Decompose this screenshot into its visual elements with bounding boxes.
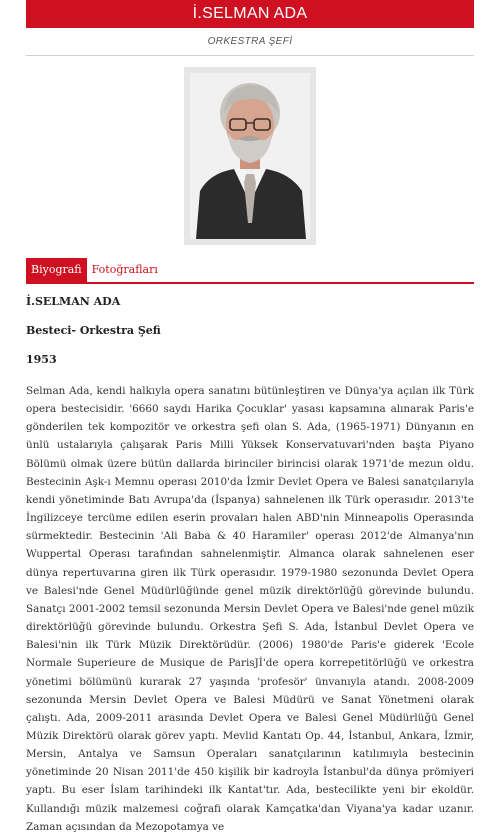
tab-biography[interactable]: Biyografi bbox=[26, 258, 87, 282]
tab-photos[interactable]: Fotoğrafları bbox=[91, 263, 158, 276]
tab-bar bbox=[26, 256, 474, 284]
bio-role: Besteci- Orkestra Şefi bbox=[26, 324, 161, 337]
title-banner bbox=[26, 0, 474, 28]
portrait-frame bbox=[184, 67, 316, 245]
biography-content bbox=[26, 295, 474, 836]
bio-name: İ.SELMAN ADA bbox=[26, 295, 121, 308]
portrait-photo bbox=[190, 73, 310, 239]
header-divider bbox=[26, 55, 474, 56]
page-subtitle: ORKESTRA ŞEFİ bbox=[207, 36, 293, 47]
page-title: İ.SELMAN ADA bbox=[192, 5, 308, 22]
bio-text: Selman Ada, kendi halkıyla opera sanatını bütünleştiren ve Dünya'ya açılan ilk Türk opera bestecisidir. '6660 saydı Harika Çocuklar' yasası kapsamına alınarak Paris'e gönderilen tek kompozitör ve orkestra şefi olan S. Ada, (1965-1971) Dünyanın en ünlü ustalarıyla çalışarak Paris Milli Yüksek Konservatuvari'nden başta Piyano Bölümü olmak üzere bütün dallarda birinciler birincisi olarak 1971'de mezun oldu. Bestecinin Aşk-ı Memnu operası 2010'da İzmir Devlet Opera ve Balesi sanatçılarıyla kendi yönetiminde Batı Avrupa'da (İspanya) sahnelenen ilk Türk operasıdır. 2013'te İngilizceye tercüme edilen eserin provaları halen ABD'nin Minneapolis Operasında sürmektedir. Bestecinin 'Ali Baba & 40 Haramiler' operası 2012'de Almanya'nın Wuppertal Operası tarafından sahnelenmiştir. Almanca olarak sahnelenen eser dünya repertuvarına giren ilk Türk operasıdır. 1979-1980 sezonunda Devlet Opera ve Balesi'nde Genel Müdürlüğünde genel müzik direktörlüğü görevinde bulundu. Sanatçı 2001-2002 temsil sezonunda Mersin Devlet Opera ve Balesi'nde genel müzik direktörlüğü görevinde bulundu. Orkestra Şefi S. Ada, İstanbul Devlet Opera ve Balesi'nin ilk Türk Müzik Direktörüdür. (2006) 1980'de Paris'e giderek 'Ecole Normale Superieure de Musique de ParisJİ'de opera korrepetitörlüğü ve orkestra yönetimi bölümünü kurarak 27 yaşında 'profesör' ünvanıyla atandı. 2008-2009 sezonunda Mersin Devlet Opera ve Balesi Müdürü ve Sanat Yönetmeni olarak çalıştı. Ada, 2009-2011 arasında Devlet Opera ve Balesi Genel Müdürlüğü Genel Müzik Direktörü olarak görev yaptı. Mevlid Kantatı Op. 44, İstanbul, Ankara, İzmir, Mersin, Antalya ve Samsun Operaları sanatçılarının katılımıyla bestecinin yönetiminde 20 Nisan 2011'de 450 kişilik bir kadroyla İstanbul'da dünya prömiyeri yaptı. Bu eser İslam tarihindeki ilk Kantat'tır. Ada, bestecilikte yeni bir ekoldür. Kullandığı müzik malzemesi coğrafi olarak Kamçatka'dan Viyana'ya kadar uzanır. Zaman açısından da Mezopotamya ve bbox=[26, 385, 474, 833]
bio-year: 1953 bbox=[26, 353, 57, 366]
